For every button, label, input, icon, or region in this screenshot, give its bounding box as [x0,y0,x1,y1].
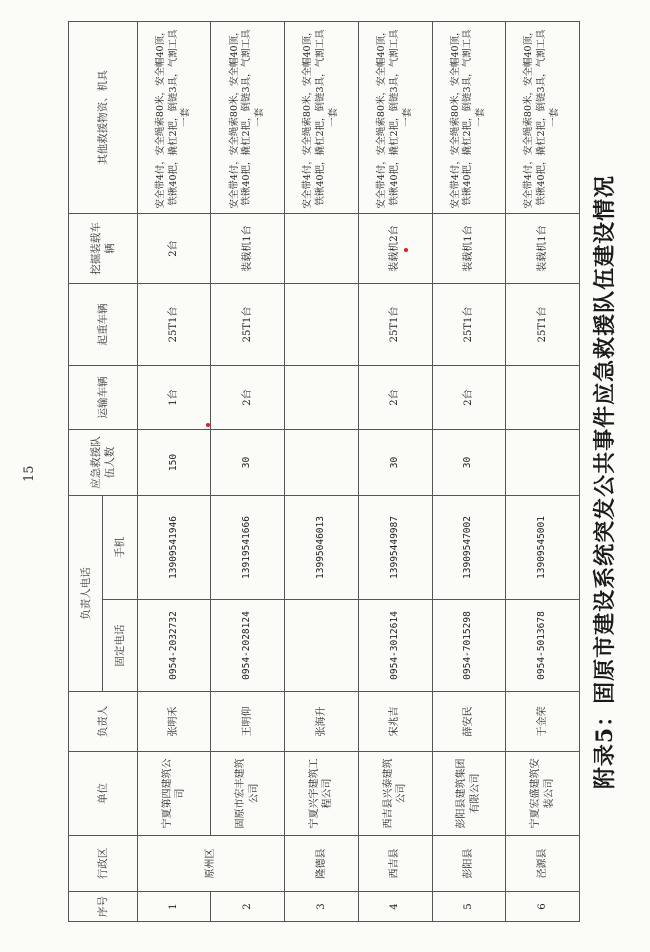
table-row [211,22,285,922]
header-landline: 固定电话 [103,600,137,692]
page-title: 附录5：固原市建设系统突发公共事件应急救援队伍建设情况 [592,174,618,790]
cell-seq: 4 [358,892,432,922]
cell-district: 泾源县 [506,836,580,892]
cell-team-size [506,430,580,496]
cell-other: 安全带4付，安全绳索80米，安全帽40顶，铁锹40把，撬杠2把，倒链3具，气割工具一套 [211,22,285,214]
cell-district: 彭阳县 [432,836,506,892]
cell-person: 宋兆吉 [358,692,432,752]
cell-mobile: 13995046013 [285,496,359,600]
cell-seq: 3 [285,892,359,922]
cell-other: 安全带4付，安全绳索80米，安全帽40顶，铁锹40把，撬杠2把，倒链3具，气割工具一套 [358,22,432,214]
header-transport: 运输车辆 [69,366,138,430]
cell-excavator: 装载机2台 [358,214,432,284]
red-ink-dot [404,248,408,252]
cell-seq: 1 [137,892,211,922]
red-ink-dot [206,423,210,427]
cell-crane: 25T1台 [137,284,211,366]
cell-seq: 6 [506,892,580,922]
header-row [69,22,103,922]
cell-mobile: 13919541666 [211,496,285,600]
cell-unit: 宁夏第四建筑公司 [137,752,211,836]
cell-seq: 5 [432,892,506,922]
cell-mobile: 13909545001 [506,496,580,600]
header-person: 负责人 [69,692,138,752]
cell-other: 安全带4付，安全绳索80米，安全帽40顶，铁锹40把，撬杠2把，倒链3具，气割工具一套 [285,22,359,214]
cell-landline [285,600,359,692]
cell-transport: 2台 [211,366,285,430]
cell-transport: 2台 [358,366,432,430]
cell-transport [285,366,359,430]
cell-team-size: 30 [358,430,432,496]
header-mobile: 手机 [103,496,137,600]
header-district: 行政区 [69,836,138,892]
header-team-size: 应急救援队伍人数 [69,430,138,496]
cell-mobile: 13909547002 [432,496,506,600]
cell-unit: 西吉县兴泰建筑公司 [358,752,432,836]
cell-landline: 0954-3012614 [358,600,432,692]
cell-landline: 0954-7015298 [432,600,506,692]
cell-unit: 宁夏宏盛建筑安装公司 [506,752,580,836]
cell-person: 于金荣 [506,692,580,752]
cell-transport: 2台 [432,366,506,430]
table-row [137,22,211,922]
table-row [432,22,506,922]
table-row [285,22,359,922]
rescue-team-table [68,21,580,922]
cell-transport: 1台 [137,366,211,430]
cell-excavator: 装载机1台 [506,214,580,284]
cell-landline: 0954-2028124 [211,600,285,692]
cell-excavator: 2台 [137,214,211,284]
cell-seq: 2 [211,892,285,922]
cell-crane [285,284,359,366]
page-number: 15 [22,465,37,482]
cell-person: 薛安民 [432,692,506,752]
cell-unit: 宁夏兴宇建筑工程公司 [285,752,359,836]
cell-landline: 0954-5013678 [506,600,580,692]
cell-district: 隆德县 [285,836,359,892]
header-excavator: 挖掘装载车辆 [69,214,138,284]
cell-person: 张明禾 [137,692,211,752]
table-row [358,22,432,922]
cell-landline: 0954-2032732 [137,600,211,692]
cell-crane: 25T1台 [211,284,285,366]
cell-district: 西吉县 [358,836,432,892]
cell-excavator: 装载机1台 [211,214,285,284]
header-other: 其他救援物资、机具 [69,22,138,214]
table-row [506,22,580,922]
cell-team-size: 30 [211,430,285,496]
cell-team-size: 30 [432,430,506,496]
cell-unit: 固原市宏丰建筑公司 [211,752,285,836]
cell-crane: 25T1台 [432,284,506,366]
header-seq: 序号 [69,892,138,922]
cell-district: 原州区 [137,836,284,892]
cell-other: 安全带4付，安全绳索80米，安全帽40顶，铁锹40把，撬杠2把，倒链3具，气割工具一套 [137,22,211,214]
cell-mobile: 13909541946 [137,496,211,600]
cell-unit: 彭阳县建筑集团有限公司 [432,752,506,836]
cell-team-size: 150 [137,430,211,496]
cell-mobile: 13995449987 [358,496,432,600]
cell-person: 王明仰 [211,692,285,752]
cell-other: 安全带4付，安全绳索80米，安全帽40顶，铁锹40把，撬杠2把，倒链3具，气割工具一套 [506,22,580,214]
cell-person: 张海升 [285,692,359,752]
header-phone-group: 负责人电话 [69,496,103,692]
header-crane: 起重车辆 [69,284,138,366]
cell-crane: 25T1台 [506,284,580,366]
cell-other: 安全带4付，安全绳索80米，安全帽40顶，铁锹40把，撬杠2把，倒链3具，气割工具一套 [432,22,506,214]
cell-transport [506,366,580,430]
cell-crane: 25T1台 [358,284,432,366]
cell-excavator [285,214,359,284]
cell-team-size [285,430,359,496]
cell-excavator: 装载机1台 [432,214,506,284]
header-unit: 单位 [69,752,138,836]
